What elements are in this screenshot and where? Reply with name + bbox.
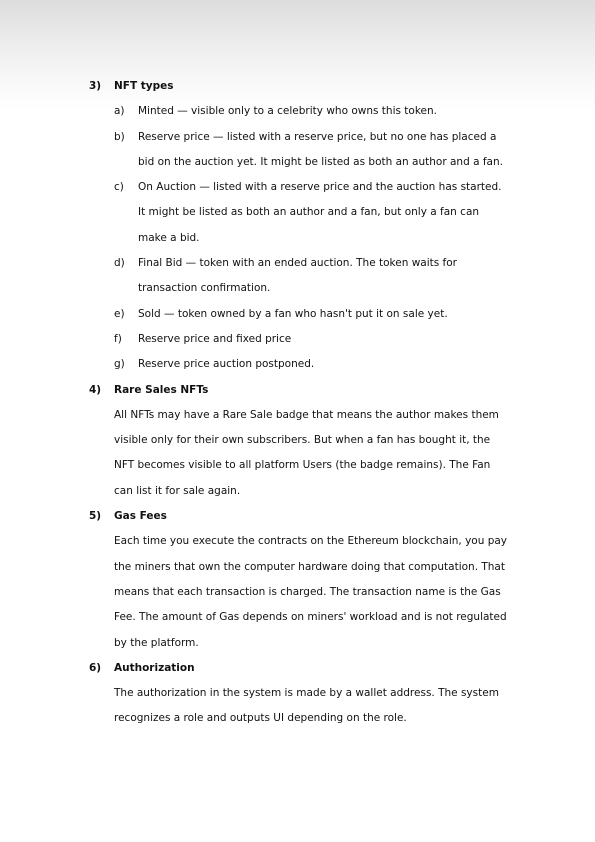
section-number: 3) (89, 80, 102, 92)
section-number: 6) (89, 661, 102, 674)
list-item (114, 251, 509, 302)
list-item-text: Reserve price auction postponed. (138, 358, 315, 371)
section-rare-sales-nfts (89, 378, 509, 504)
section-body: The authorization in the system is made by a wallet address. The system recognizes a role and outputs UI depending on the role. (114, 687, 499, 725)
section-title: Rare Sales NFTs (114, 383, 209, 396)
list-item (114, 175, 509, 251)
list-item (114, 352, 509, 377)
list-item (114, 99, 509, 124)
list-item-text: Reserve price and fixed price (138, 332, 292, 345)
list-item-text: Final Bid — token with an ended auction. The token waits for transaction confirmation. (138, 257, 457, 295)
list-item-letter: c) (114, 181, 124, 194)
list-item-letter: a) (114, 105, 125, 118)
list-item-text: Reserve price — listed with a reserve price, but no one has placed a bid on the auction yet. It might be listed as both an author and a fan. (138, 130, 503, 168)
list-item-letter: d) (114, 257, 125, 270)
list-item (114, 302, 509, 327)
list-item-letter: e) (114, 307, 125, 320)
section-body: Each time you execute the contracts on the Ethereum blockchain, you pay the miners that own the computer hardware doing that computation. That means that each transaction is charged. The transaction name is the Gas Fee. The amount of Gas depends on miners' workload and is not regulated by the platform. (114, 535, 508, 649)
section-number: 4) (89, 383, 102, 396)
section-number: 5) (89, 510, 102, 523)
section-body: All NFTs may have a Rare Sale badge that means the author makes them visible only for their own subscribers. But when a fan has bought it, the NFT becomes visible to all platform Users (the badge remains). The Fan can list it for sale again. (114, 408, 499, 497)
list-item (114, 125, 509, 176)
section-heading (89, 378, 509, 403)
list-item-text: On Auction — listed with a reserve price and the auction has started. It might be listed as both an author and a fan, but only a fan can make a bid. (138, 181, 502, 244)
section-title: Gas Fees (114, 510, 167, 523)
list-item-letter: f) (114, 332, 122, 345)
document-content (89, 74, 509, 732)
list-item-letter: g) (114, 358, 125, 371)
list-item-text: Sold — token owned by a fan who hasn't put it on sale yet. (138, 307, 448, 320)
list-item-letter: b) (114, 130, 125, 143)
list-item (114, 327, 509, 352)
section-authorization (89, 656, 509, 732)
section-heading (89, 656, 509, 681)
section-heading (89, 504, 509, 529)
section-nft-types (89, 74, 509, 378)
section-title: NFT types (114, 80, 174, 92)
section-title: Authorization (114, 661, 195, 674)
list-item-text: Minted — visible only to a celebrity who owns this token. (138, 105, 437, 118)
section-gas-fees (89, 504, 509, 656)
section-heading (89, 74, 509, 99)
